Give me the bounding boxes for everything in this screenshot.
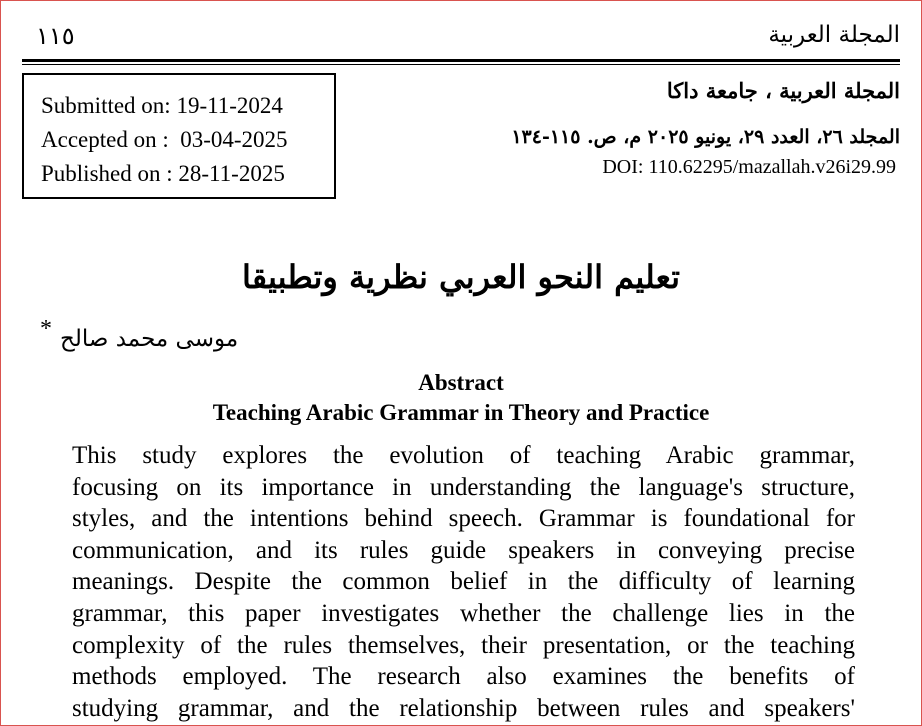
abstract-line: studying grammar, and the relationship between rules and speakers' — [72, 694, 855, 722]
abstract-line: communication, and its rules guide speakers in conveying precise — [72, 536, 855, 564]
abstract-line: complexity of the rules themselves, their presentation, or the teaching — [72, 631, 855, 659]
published-date: Published on : 28-11-2025 — [41, 161, 285, 186]
doi-link[interactable]: DOI: 110.62295/mazallah.v26i29.99 — [602, 156, 896, 178]
accepted-date: Accepted on : 03-04-2025 — [41, 127, 288, 152]
abstract-line: meanings. Despite the common belief in the difficulty of learning — [72, 568, 855, 596]
abstract-line: methods employed. The research also examines the benefits of — [72, 663, 855, 691]
header-rule-thin — [22, 64, 900, 65]
header-rule-thick — [22, 59, 900, 62]
abstract-line: grammar, this paper investigates whether the challenge lies in the — [72, 599, 855, 627]
issue-info: المجلد ٢٦، العدد ٢٩، يونيو ٢٠٢٥ م، ص. ١١٥-١٣٤ — [511, 126, 900, 148]
arabic-title: تعليم النحو العربي نظرية وتطبيقا — [242, 258, 680, 296]
abstract-heading: Abstract — [418, 370, 504, 395]
abstract-line: This study explores the evolution of teaching Arabic grammar, — [72, 442, 855, 469]
journal-info — [511, 78, 900, 179]
submitted-date: Submitted on: 19-11-2024 — [41, 93, 283, 118]
abstract-line: focusing on its importance in understanding the language's structure, — [72, 473, 855, 501]
running-head: المجلة العربية — [768, 22, 900, 48]
author-name: موسى محمد صالح — [60, 326, 239, 352]
abstract-line: styles, and the intentions behind speech. Grammar is foundational for — [72, 505, 855, 533]
english-title: Teaching Arabic Grammar in Theory and Practice — [212, 400, 710, 425]
author-footnote-mark[interactable]: * — [40, 316, 52, 342]
page-number: ١١٥ — [36, 22, 75, 50]
submission-dates-box — [22, 73, 336, 199]
abstract-body — [72, 440, 855, 724]
author — [40, 316, 240, 356]
journal-name: المجلة العربية ، جامعة داكا — [666, 78, 900, 103]
